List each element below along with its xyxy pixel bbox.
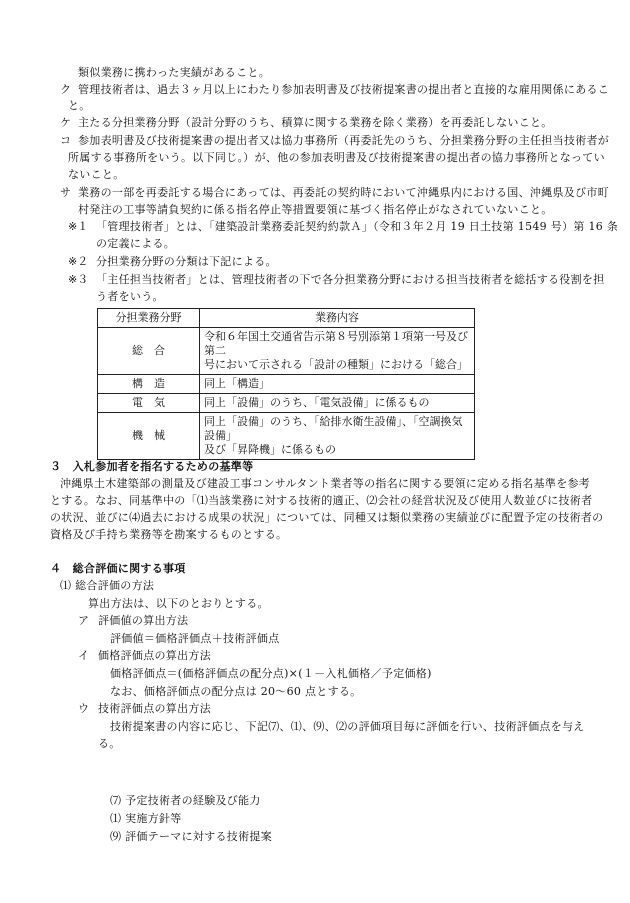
table-cell-line: 同上「設備」のうち、「電気設備」に係るもの <box>204 396 430 409</box>
table-cell-field: 総 合 <box>98 328 200 375</box>
item-i-note: なお、価格評価点の配分点は 20～60 点とする。 <box>110 685 362 698</box>
item-u-text-1: 技術提案書の内容に応じ、下記⑺、⑴、⑼、⑵の評価項目毎に評価を行い、技術評価点を与え <box>110 720 585 733</box>
table-cell-line: 及び「昇降機」に係るもの <box>204 443 336 456</box>
section-3-para-1: 沖縄県土木建築部の測量及び建設工事コンサルタント業者等の指名に関する要領に定める指名基準を参考 <box>60 477 591 490</box>
table-header-content: 業務内容 <box>200 309 475 328</box>
item-ke-label: ケ <box>60 116 71 129</box>
item-sa-text-1: 業務の一部を再委託する場合にあっては、再委託の契約時において沖縄県内における国、沖縄県及び市町 <box>78 186 609 199</box>
table-cell-line: 同上「構造」 <box>204 377 270 390</box>
table-cell-field: 電 気 <box>98 394 200 413</box>
item-sa-text-2: 村発注の工事等請負契約に係る指名停止等措置要領に基づく指名停止がなされていないこと。 <box>78 203 553 216</box>
table-row <box>98 375 475 394</box>
table-cell-content <box>200 375 475 394</box>
eval-item-2: ⑴ 実施方針等 <box>110 812 182 825</box>
item-i-title: 価格評価点の算出方法 <box>98 649 211 662</box>
table-cell-line: 同上「設備」のうち、「給排水衛生設備」、「空調換気設備」 <box>204 415 463 442</box>
section-3-para-3: の状況、並びに⑷過去における成果の状況」については、同種又は類似業務の実績並びに配置予定の技術者の <box>50 511 604 524</box>
table-header-field: 分担業務分野 <box>98 309 200 328</box>
section-3-heading: ３ 入札参加者を指名するための基準等 <box>50 460 254 473</box>
section-3-para-4: 資格及び手持ち業務等を勘案するものとする。 <box>50 528 288 541</box>
table-cell-field: 機 械 <box>98 413 200 460</box>
item-ko-text-1: 参加表明書及び技術提案書の提出者又は協力事務所（再委託先のうち、分担業務分野の主任担当技術者が <box>78 134 610 147</box>
note-1-label: ※１ <box>68 220 89 233</box>
item-ko-text-2: 所属する事務所をいう。以下同じ。）が、他の参加表明書及び技術提案書の提出者の協力事務所となってい <box>68 151 605 164</box>
item-ke-text: 主たる分担業務分野（設計分野のうち、積算に関する業務を除く業務）を再委託しないこと。 <box>78 116 553 129</box>
note-2-text: 分担業務分野の分類は下記による。 <box>96 255 277 268</box>
item-ku-label: ク <box>60 83 71 96</box>
eval-item-3: ⑼ 評価テーマに対する技術提案 <box>110 830 272 843</box>
eval-item-1: ⑺ 予定技術者の経験及び能力 <box>110 794 261 807</box>
item-u-title: 技術評価点の算出方法 <box>98 702 211 715</box>
item-i-formula: 価格評価点＝(価格評価点の配分点)×(１－入札価格／予定価格) <box>110 667 432 680</box>
table-cell-content <box>200 328 475 375</box>
item-ku-text-2: と。 <box>68 99 91 112</box>
work-field-table <box>97 308 475 460</box>
note-3-text-2: う者をいう。 <box>96 290 164 303</box>
item-ku-text-1: 管理技術者は、過去３ヶ月以上にわたり参加表明書及び技術提案書の提出者と直接的な雇用関係にあるこ <box>78 83 610 96</box>
item-a-label: ア <box>78 614 89 627</box>
section-4-heading: ４ 総合評価に関する事項 <box>50 562 186 575</box>
table-cell-content <box>200 413 475 460</box>
note-1-text-2: の定義による。 <box>96 237 176 250</box>
item-a-title: 評価値の算出方法 <box>98 614 189 627</box>
item-ko-label: コ <box>60 134 71 147</box>
section-4-sub-1: ⑴ 総合評価の方法 <box>60 579 155 592</box>
note-1-text-1: 「管理技術者」とは、「建築設計業務委託契約約款Ａ」（令和３年２月 19 日土技第 1549 号）第 16 条 <box>96 220 619 233</box>
continuation-line: 類似業務に携わった実績があること。 <box>78 66 270 79</box>
item-sa-label: サ <box>60 186 71 199</box>
table-row <box>98 394 475 413</box>
item-ko-text-3: ないこと。 <box>68 168 125 181</box>
item-i-label: イ <box>78 649 89 662</box>
table-cell-line: 令和６年国土交通省告示第８号別添第１項第一号及び第二 <box>204 330 468 357</box>
section-3-para-2: とする。なお、同基準中の「⑴当該業務に対する技術的適正、⑵会社の経営状況及び使用人数並びに技術者 <box>50 494 593 507</box>
table-cell-field: 構 造 <box>98 375 200 394</box>
table-row <box>98 413 475 460</box>
item-a-formula: 評価値＝価格評価点＋技術評価点 <box>110 632 280 645</box>
table-cell-line: 号において示される「設計の種類」における「総合」 <box>204 358 468 371</box>
note-3-label: ※３ <box>68 273 89 286</box>
table-row <box>98 328 475 375</box>
note-3-text-1: 「主任担当技術者」とは、管理技術者の下で各分担業務分野における担当技術者を総括する役割を担 <box>96 273 605 286</box>
table-header-row <box>98 309 475 328</box>
note-2-label: ※２ <box>68 255 89 268</box>
table-cell-content <box>200 394 475 413</box>
section-4-sub-1-text: 算出方法は、以下のとおりとする。 <box>88 597 269 610</box>
item-u-label: ウ <box>78 702 89 715</box>
item-u-text-2: る。 <box>98 737 121 750</box>
